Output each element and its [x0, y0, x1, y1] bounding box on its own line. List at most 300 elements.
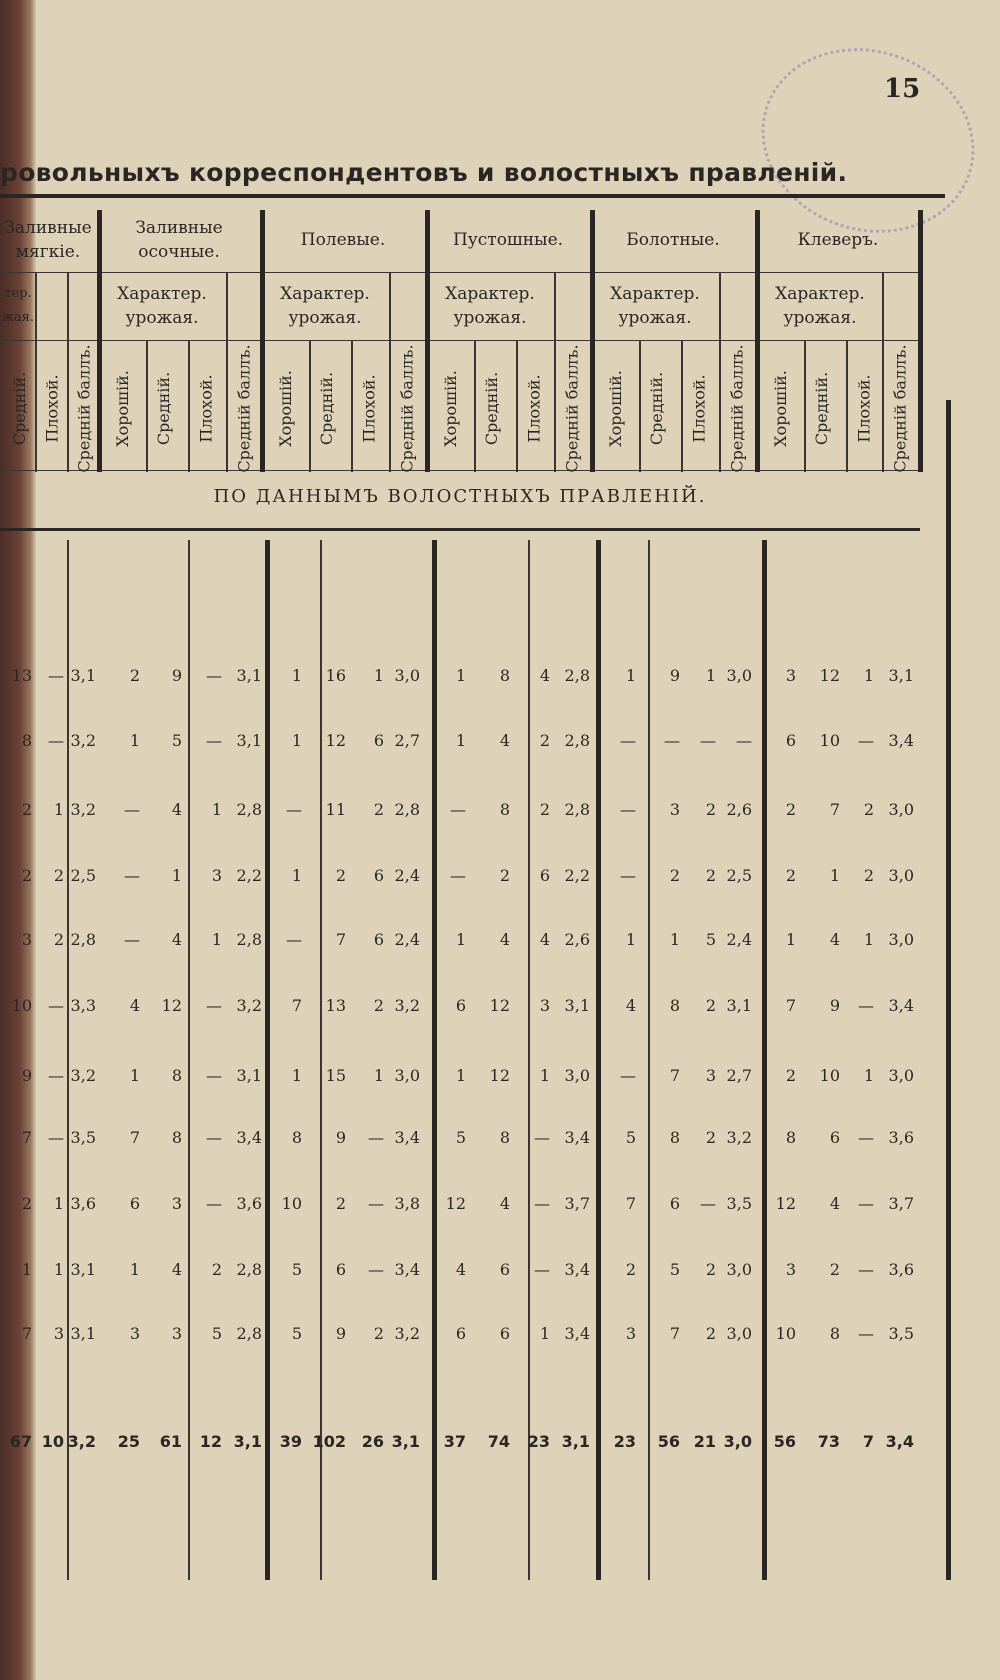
table-cell: 8 [171, 1066, 182, 1085]
table-cell: 1 [455, 666, 466, 685]
table-cell: — [48, 731, 64, 750]
total-cell: 67 [9, 1432, 32, 1451]
table-cell: 3,0 [888, 866, 914, 885]
table-cell: 3,0 [394, 1066, 420, 1085]
table-cell: 2 [499, 866, 510, 885]
table-cell: 8 [21, 731, 32, 750]
table-cell: 6 [499, 1324, 510, 1343]
group-header-zalivnye-myagkie: Заливные мягкіе. [4, 218, 92, 262]
table-cell: 3 [21, 930, 32, 949]
column-rule [309, 340, 311, 472]
table-cell: — [858, 1324, 874, 1343]
body-right-rule [946, 400, 951, 1580]
table-cell: 1 [211, 930, 222, 949]
table-cell: — [286, 930, 302, 949]
table-cell: 4 [829, 1194, 840, 1213]
table-cell: 3 [785, 1260, 796, 1279]
total-cell: 25 [117, 1432, 140, 1451]
table-cell: 3,2 [236, 996, 262, 1015]
table-cell: 1 [291, 866, 302, 885]
column-rule [719, 272, 721, 472]
table-cell: 2 [335, 866, 346, 885]
total-cell: 23 [527, 1432, 550, 1451]
table-cell: 1 [785, 930, 796, 949]
table-cell: 7 [291, 996, 302, 1015]
col-header-16: Хорошій. [605, 369, 625, 447]
table-cell: 3,6 [236, 1194, 262, 1213]
table-cell: 2 [785, 1066, 796, 1085]
table-cell: — [124, 800, 140, 819]
table-cell: 3,4 [564, 1128, 590, 1147]
table-cell: — [206, 666, 222, 685]
body-column-rule [528, 540, 530, 1580]
table-cell: 3,0 [888, 800, 914, 819]
page-number: 15 [884, 74, 921, 104]
table-cell: 3 [171, 1324, 182, 1343]
column-rule [639, 340, 641, 472]
table-cell: 3,5 [70, 1128, 96, 1147]
group-header-zalivnye-osochnye: Заливные осочные. [135, 218, 223, 262]
column-rule [846, 340, 848, 472]
table-cell: 3 [53, 1324, 64, 1343]
table-cell: 3 [539, 996, 550, 1015]
character-header-partial: тер. жая. [1, 286, 35, 325]
table-cell: — [206, 1194, 222, 1213]
table-cell: — [700, 731, 716, 750]
table-cell: 8 [499, 666, 510, 685]
table-cell: 3,0 [726, 666, 752, 685]
total-cell: 74 [487, 1432, 510, 1451]
table-cell: 1 [863, 666, 874, 685]
col-header-8: Хорошій. [275, 369, 295, 447]
section-rule [0, 528, 920, 531]
table-cell: 12 [489, 996, 510, 1015]
table-cell: 10 [819, 1066, 840, 1085]
table-cell: 6 [785, 731, 796, 750]
table-cell: — [48, 1128, 64, 1147]
table-cell: 2 [863, 866, 874, 885]
table-cell: 5 [455, 1128, 466, 1147]
total-cell: 12 [199, 1432, 222, 1451]
body-group-rule [432, 540, 437, 1580]
table-cell: 12 [445, 1194, 466, 1213]
total-cell: 73 [817, 1432, 840, 1451]
table-cell: 1 [129, 1260, 140, 1279]
table-cell: 10 [775, 1324, 796, 1343]
table-cell: 10 [819, 731, 840, 750]
table-cell: 8 [499, 1128, 510, 1147]
table-cell: 3 [705, 1066, 716, 1085]
col-header-14: Плохой. [524, 373, 544, 443]
table-cell: 4 [539, 666, 550, 685]
table-cell: 6 [669, 1194, 680, 1213]
table-cell: 2,4 [394, 930, 420, 949]
body-group-rule [265, 540, 270, 1580]
table-cell: 2 [669, 866, 680, 885]
total-cell: 3,0 [723, 1432, 752, 1451]
total-cell: 3,1 [233, 1432, 262, 1451]
table-cell: 2,7 [394, 731, 420, 750]
body-group-rule [762, 540, 767, 1580]
table-cell: 12 [819, 666, 840, 685]
table-cell: 1 [373, 666, 384, 685]
table-cell: 6 [539, 866, 550, 885]
table-cell: 7 [829, 800, 840, 819]
table-cell: 2,5 [726, 866, 752, 885]
table-cell: 1 [829, 866, 840, 885]
column-rule [67, 272, 69, 472]
body-group-rule [596, 540, 601, 1580]
col-header-4: Хорошій. [112, 369, 132, 447]
table-cell: 2,8 [564, 731, 590, 750]
table-cell: 3,6 [888, 1260, 914, 1279]
table-cell: — [534, 1260, 550, 1279]
table-cell: 12 [161, 996, 182, 1015]
table-cell: 3,7 [564, 1194, 590, 1213]
table-cell: 2 [705, 1260, 716, 1279]
table-cell: — [620, 866, 636, 885]
table-cell: 1 [455, 731, 466, 750]
table-cell: 5 [291, 1324, 302, 1343]
table-cell: 3,5 [888, 1324, 914, 1343]
table-cell: 8 [171, 1128, 182, 1147]
table-cell: 3,8 [394, 1194, 420, 1213]
total-cell: 23 [613, 1432, 636, 1451]
character-header-bolotnye: Характер. урожая. [610, 284, 700, 328]
table-cell: — [206, 996, 222, 1015]
table-cell: 11 [325, 800, 346, 819]
table-cell: 7 [335, 930, 346, 949]
table-cell: 8 [291, 1128, 302, 1147]
table-cell: 4 [829, 930, 840, 949]
table-cell: 4 [499, 930, 510, 949]
col-header-18: Плохой. [689, 373, 709, 443]
table-cell: — [206, 1128, 222, 1147]
table-cell: 16 [325, 666, 346, 685]
table-cell: 3 [129, 1324, 140, 1343]
table-cell: 2 [373, 1324, 384, 1343]
column-rule [882, 272, 884, 472]
table-cell: 1 [53, 1260, 64, 1279]
table-cell: 1 [291, 666, 302, 685]
column-rule [188, 340, 190, 472]
table-cell: 1 [291, 731, 302, 750]
table-cell: 1 [455, 1066, 466, 1085]
table-cell: 6 [373, 731, 384, 750]
table-cell: 3,4 [888, 731, 914, 750]
table-cell: 2,8 [236, 800, 262, 819]
table-cell: 9 [335, 1128, 346, 1147]
table-cell: 3,1 [888, 666, 914, 685]
table-cell: 9 [21, 1066, 32, 1085]
total-cell: 3,4 [885, 1432, 914, 1451]
table-cell: — [700, 1194, 716, 1213]
col-header-11: Средній баллъ. [397, 343, 417, 473]
table-cell: 1 [705, 666, 716, 685]
table-cell: — [620, 800, 636, 819]
table-cell: 2,8 [394, 800, 420, 819]
table-cell: 1 [863, 930, 874, 949]
col-header-1: Средній. [10, 371, 30, 445]
total-cell: 7 [862, 1432, 874, 1451]
column-rule [389, 272, 391, 472]
table-cell: 3,2 [726, 1128, 752, 1147]
table-cell: 1 [373, 1066, 384, 1085]
table-cell: — [450, 866, 466, 885]
table-cell: 2 [785, 800, 796, 819]
table-cell: 2,6 [726, 800, 752, 819]
table-cell: 6 [373, 866, 384, 885]
table-cell: 3,7 [888, 1194, 914, 1213]
table-right-rule [918, 210, 923, 472]
table-cell: — [450, 800, 466, 819]
table-cell: 5 [211, 1324, 222, 1343]
table-cell: 1 [625, 666, 636, 685]
character-header-pustoshnye: Характер. урожая. [445, 284, 535, 328]
table-cell: 5 [705, 930, 716, 949]
table-cell: 1 [863, 1066, 874, 1085]
table-cell: 2,5 [70, 866, 96, 885]
table-cell: — [858, 1194, 874, 1213]
table-cell: — [858, 731, 874, 750]
section-label: ПО ДАННЫМЪ ВОЛОСТНЫХЪ ПРАВЛЕНІЙ. [213, 486, 707, 507]
table-cell: 1 [53, 800, 64, 819]
table-cell: 3,0 [726, 1324, 752, 1343]
col-header-15: Средній баллъ. [562, 343, 582, 473]
table-cell: 4 [171, 800, 182, 819]
table-cell: 3,0 [394, 666, 420, 685]
table-cell: 3,0 [726, 1260, 752, 1279]
col-header-6: Плохой. [196, 373, 216, 443]
column-rule [681, 340, 683, 472]
table-cell: — [858, 1128, 874, 1147]
header-rule-groups [0, 272, 920, 273]
table-cell: — [368, 1128, 384, 1147]
table-cell: 4 [129, 996, 140, 1015]
table-cell: — [368, 1260, 384, 1279]
col-header-13: Средній. [482, 371, 502, 445]
table-cell: 3,0 [564, 1066, 590, 1085]
table-cell: 1 [625, 930, 636, 949]
table-cell: 6 [455, 996, 466, 1015]
col-header-10: Плохой. [359, 373, 379, 443]
col-header-22: Плохой. [854, 373, 874, 443]
col-header-17: Средній. [647, 371, 667, 445]
table-cell: 2 [539, 800, 550, 819]
table-cell: 5 [171, 731, 182, 750]
table-cell: 2,6 [564, 930, 590, 949]
table-cell: — [620, 1066, 636, 1085]
table-cell: 5 [669, 1260, 680, 1279]
table-cell: 3,1 [70, 1260, 96, 1279]
table-cell: — [124, 930, 140, 949]
table-cell: — [48, 996, 64, 1015]
column-rule [554, 272, 556, 472]
table-cell: 3,5 [726, 1194, 752, 1213]
col-header-20: Хорошій. [770, 369, 790, 447]
group-header-klever: Клеверъ. [797, 230, 879, 250]
table-cell: 3,4 [394, 1128, 420, 1147]
table-cell: 9 [335, 1324, 346, 1343]
table-cell: 2 [53, 866, 64, 885]
table-cell: — [664, 731, 680, 750]
table-cell: — [286, 800, 302, 819]
column-rule [474, 340, 476, 472]
table-cell: 2 [785, 866, 796, 885]
table-cell: 2,8 [564, 800, 590, 819]
table-cell: 5 [291, 1260, 302, 1279]
col-header-7: Средній баллъ. [234, 343, 254, 473]
table-cell: 5 [625, 1128, 636, 1147]
table-cell: 9 [669, 666, 680, 685]
table-cell: 2 [705, 1128, 716, 1147]
table-cell: 7 [625, 1194, 636, 1213]
table-cell: 10 [281, 1194, 302, 1213]
table-cell: — [736, 731, 752, 750]
table-cell: 3,6 [70, 1194, 96, 1213]
table-cell: 2 [335, 1194, 346, 1213]
table-cell: 8 [829, 1324, 840, 1343]
table-cell: 12 [489, 1066, 510, 1085]
table-cell: — [620, 731, 636, 750]
table-cell: 4 [171, 1260, 182, 1279]
table-cell: 2 [373, 996, 384, 1015]
body-column-rule [648, 540, 650, 1580]
table-cell: 6 [455, 1324, 466, 1343]
table-cell: 2,4 [726, 930, 752, 949]
table-cell: 6 [499, 1260, 510, 1279]
table-cell: 6 [335, 1260, 346, 1279]
table-cell: 7 [21, 1128, 32, 1147]
table-cell: 1 [21, 1260, 32, 1279]
total-cell: 39 [279, 1432, 302, 1451]
table-cell: 2,2 [564, 866, 590, 885]
table-cell: — [368, 1194, 384, 1213]
table-cell: 3,1 [236, 731, 262, 750]
total-cell: 21 [693, 1432, 716, 1451]
table-cell: 4 [539, 930, 550, 949]
table-cell: 2,8 [236, 930, 262, 949]
col-header-21: Средній. [812, 371, 832, 445]
table-cell: 9 [171, 666, 182, 685]
table-cell: 2 [539, 731, 550, 750]
table-cell: 4 [499, 1194, 510, 1213]
col-header-3: Средній баллъ. [74, 343, 94, 473]
table-cell: 1 [455, 930, 466, 949]
group-rule [97, 210, 102, 472]
total-cell: 10 [41, 1432, 64, 1451]
group-rule [755, 210, 760, 472]
group-rule [260, 210, 265, 472]
table-cell: 2,8 [564, 666, 590, 685]
character-header-klever: Характер. урожая. [775, 284, 865, 328]
group-header-bolotnye: Болотные. [626, 230, 720, 250]
total-cell: 3,1 [561, 1432, 590, 1451]
top-rule [0, 194, 945, 198]
table-cell: 3,2 [70, 1066, 96, 1085]
table-cell: 3 [625, 1324, 636, 1343]
table-cell: 8 [785, 1128, 796, 1147]
table-cell: 3,2 [394, 1324, 420, 1343]
table-cell: 13 [11, 666, 32, 685]
table-cell: 2 [705, 866, 716, 885]
table-cell: 3,4 [564, 1324, 590, 1343]
col-header-23: Средній баллъ. [890, 343, 910, 473]
table-cell: 3 [211, 866, 222, 885]
table-cell: 13 [325, 996, 346, 1015]
table-cell: 1 [129, 1066, 140, 1085]
table-cell: — [858, 996, 874, 1015]
table-cell: 3,1 [236, 1066, 262, 1085]
col-header-12: Хорошій. [440, 369, 460, 447]
table-cell: 8 [669, 996, 680, 1015]
column-rule [226, 272, 228, 472]
table-cell: 2 [705, 1324, 716, 1343]
header-rule-character [0, 340, 920, 341]
col-header-19: Средній баллъ. [727, 343, 747, 473]
table-cell: 2,8 [236, 1324, 262, 1343]
body-column-rule [67, 540, 69, 1580]
table-cell: 3,0 [888, 1066, 914, 1085]
table-cell: 3,0 [888, 930, 914, 949]
table-cell: 3,4 [236, 1128, 262, 1147]
group-rule [425, 210, 430, 472]
table-cell: 7 [669, 1066, 680, 1085]
character-header-polevye: Характер. урожая. [280, 284, 370, 328]
total-cell: 61 [159, 1432, 182, 1451]
character-header-osochnye: Характер. урожая. [117, 284, 207, 328]
table-cell: 12 [775, 1194, 796, 1213]
total-cell: 56 [657, 1432, 680, 1451]
table-cell: 2 [21, 800, 32, 819]
table-cell: 1 [129, 731, 140, 750]
table-cell: 8 [499, 800, 510, 819]
table-cell: 2 [625, 1260, 636, 1279]
body-column-rule [188, 540, 190, 1580]
group-rule [590, 210, 595, 472]
table-cell: 3,1 [564, 996, 590, 1015]
table-cell: — [534, 1128, 550, 1147]
table-cell: 3,1 [70, 666, 96, 685]
table-cell: 3 [171, 1194, 182, 1213]
table-cell: 2,8 [70, 930, 96, 949]
total-cell: 56 [773, 1432, 796, 1451]
table-cell: 1 [539, 1066, 550, 1085]
table-cell: 2 [21, 1194, 32, 1213]
table-cell: 2,2 [236, 866, 262, 885]
table-cell: 3,1 [726, 996, 752, 1015]
table-cell: — [858, 1260, 874, 1279]
table-cell: 2 [373, 800, 384, 819]
table-cell: 12 [325, 731, 346, 750]
column-rule [516, 340, 518, 472]
total-cell: 102 [312, 1432, 346, 1451]
table-cell: 2,4 [394, 866, 420, 885]
column-rule [35, 272, 37, 472]
header-rule-columns [0, 470, 920, 471]
table-cell: — [48, 1066, 64, 1085]
column-rule [804, 340, 806, 472]
table-cell: 4 [499, 731, 510, 750]
table-cell: 6 [829, 1128, 840, 1147]
table-cell: 6 [373, 930, 384, 949]
table-cell: — [534, 1194, 550, 1213]
total-cell: 26 [361, 1432, 384, 1451]
table-cell: 3,2 [70, 800, 96, 819]
table-cell: 8 [669, 1128, 680, 1147]
table-cell: 3,3 [70, 996, 96, 1015]
table-cell: 7 [669, 1324, 680, 1343]
